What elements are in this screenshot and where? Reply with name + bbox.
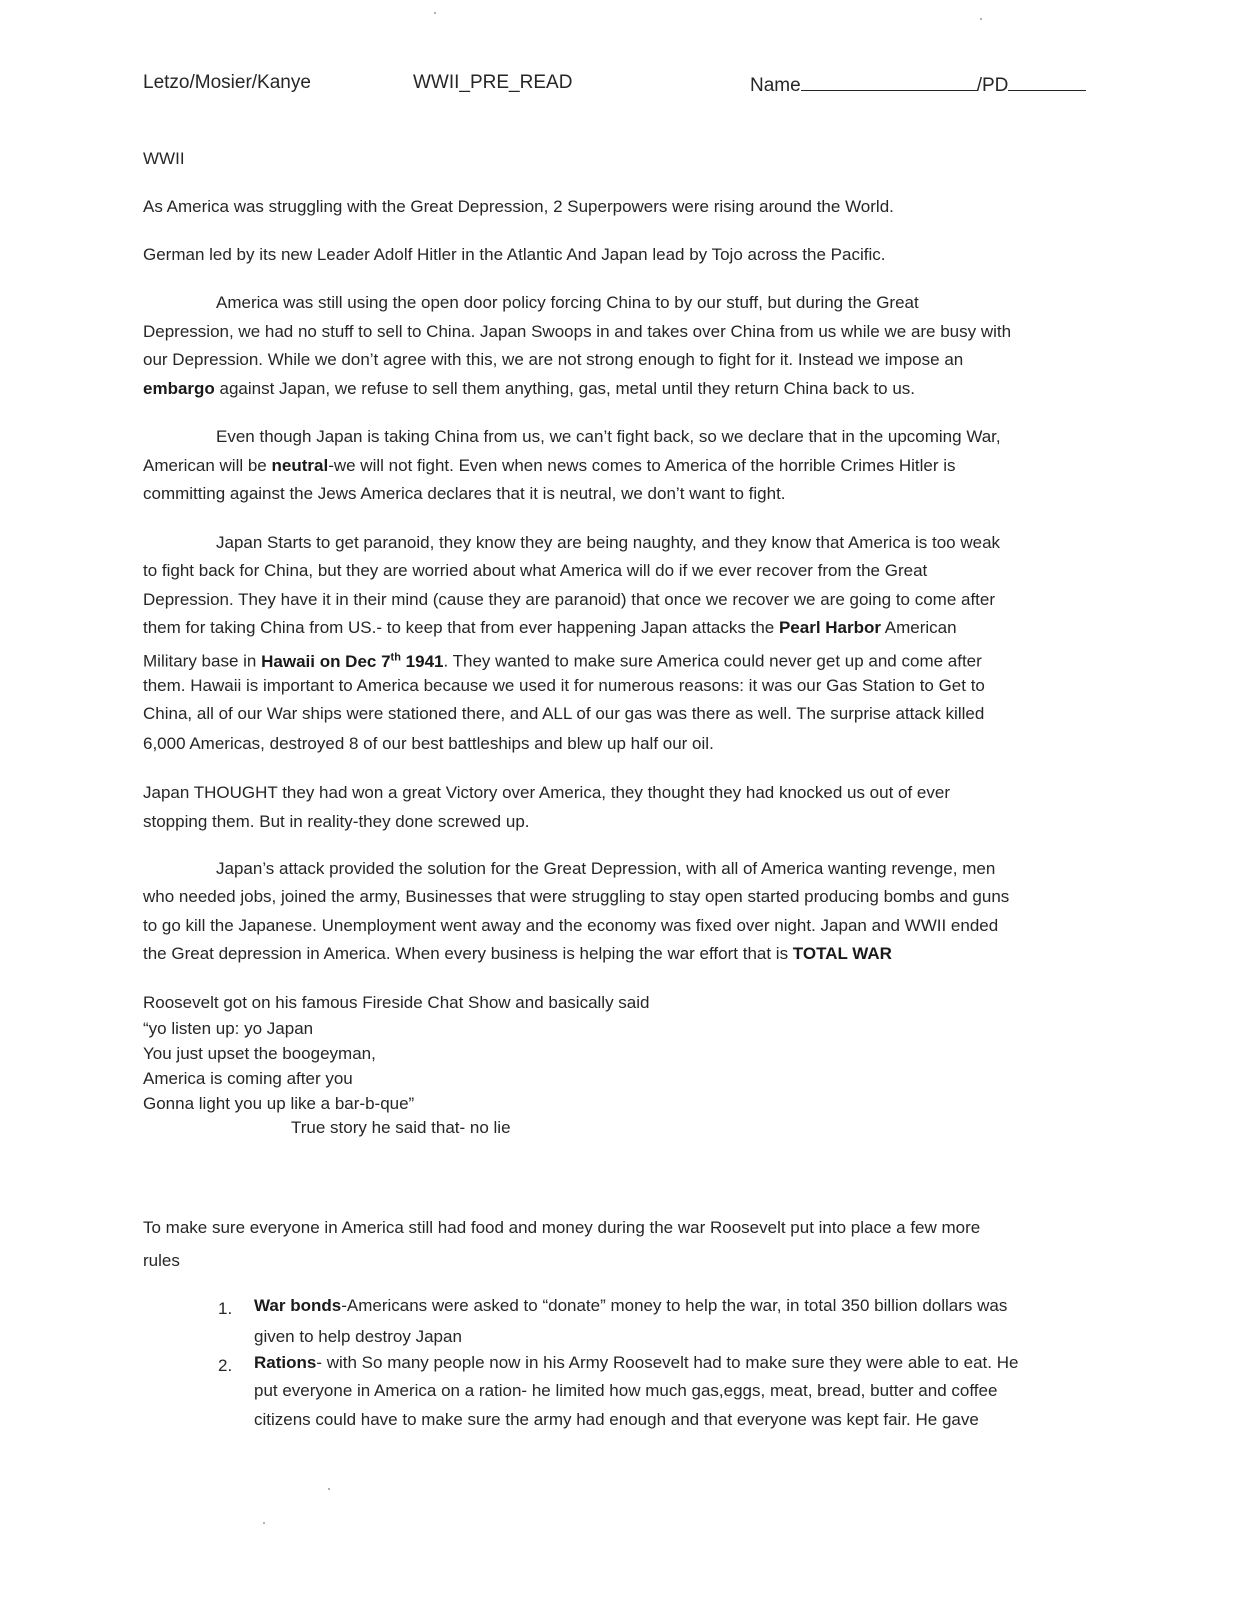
text-line bbox=[143, 618, 957, 638]
text-fragment: American bbox=[881, 618, 957, 637]
term-total-war: TOTAL WAR bbox=[792, 944, 892, 963]
text-line: given to help destroy Japan bbox=[254, 1327, 462, 1346]
scan-speck bbox=[980, 18, 982, 20]
text-line: You just upset the boogeyman, bbox=[143, 1044, 376, 1063]
teacher-names: Letzo/Mosier/Kanye bbox=[143, 72, 311, 93]
text-line: Japan Starts to get paranoid, they know they are being naughty, and they know that America is too weak bbox=[216, 533, 1001, 552]
text-line bbox=[143, 647, 982, 672]
text-fragment: them for taking China from US.- to keep that from ever happening Japan attacks the bbox=[143, 618, 779, 637]
text-line: Japan’s attack provided the solution for the Great Depression, with all of America wanting revenge, men bbox=[216, 859, 996, 878]
name-label: Name bbox=[750, 75, 801, 96]
scan-speck bbox=[328, 1488, 330, 1490]
text-line: Even though Japan is taking China from us, we can’t fight back, so we declare that in the upcoming War, bbox=[216, 427, 1001, 446]
term-year: 1941 bbox=[400, 651, 444, 671]
scan-speck bbox=[263, 1522, 265, 1524]
text-line bbox=[143, 379, 915, 399]
worksheet-header bbox=[143, 72, 1103, 102]
text-line: rules bbox=[143, 1251, 180, 1270]
text-fragment: -we will not fight. Even when news comes to America of the horrible Crimes Hitler is bbox=[328, 456, 956, 475]
text-line bbox=[143, 944, 892, 964]
text-line: To make sure everyone in America still had food and money during the war Roosevelt put into place a few more bbox=[143, 1218, 981, 1237]
intro-line: As America was struggling with the Great Depression, 2 Superpowers were rising around the World. bbox=[143, 197, 894, 216]
text-line: committing against the Jews America declares that it is neutral, we don’t want to fight. bbox=[143, 484, 786, 503]
text-line: to fight back for China, but they are worried about what America will do if we ever recover from the Great bbox=[143, 561, 928, 580]
text-line: Roosevelt got on his famous Fireside Chat Show and basically said bbox=[143, 993, 650, 1012]
text-line: “yo listen up: yo Japan bbox=[143, 1019, 314, 1038]
term-rations: Rations bbox=[254, 1353, 317, 1372]
text-line: Gonna light you up like a bar-b-que” bbox=[143, 1094, 415, 1113]
text-line bbox=[143, 456, 956, 476]
worksheet-title: WWII_PRE_READ bbox=[413, 72, 573, 93]
text-line: who needed jobs, joined the army, Businesses that were struggling to stay open started producing bombs and guns bbox=[143, 887, 1010, 906]
text-line: our Depression. While we don’t agree with this, we are not strong enough to fight for it. Instead we impose an bbox=[143, 350, 964, 369]
name-blank[interactable] bbox=[801, 72, 977, 91]
list-number: 1. bbox=[218, 1299, 233, 1318]
scan-speck bbox=[434, 12, 436, 14]
text-fragment: against Japan, we refuse to sell them anything, gas, metal until they return China back to us. bbox=[214, 379, 916, 398]
term-embargo: embargo bbox=[143, 379, 215, 398]
text-line: stopping them. But in reality-they done screwed up. bbox=[143, 812, 530, 831]
text-line bbox=[254, 1296, 1007, 1316]
text-line: Japan THOUGHT they had won a great Victory over America, they thought they had knocked us out of ever bbox=[143, 783, 951, 802]
term-war-bonds: War bonds bbox=[254, 1296, 342, 1315]
text-line: China, all of our War ships were stationed there, and ALL of our gas was there as well. The surprise attack killed bbox=[143, 704, 985, 723]
text-line: America was still using the open door policy forcing China to by our stuff, but during the Great bbox=[216, 293, 919, 312]
text-line: Depression, we had no stuff to sell to China. Japan Swoops in and takes over China from us while we are busy with bbox=[143, 322, 1012, 341]
term-hawaii-date-text: Hawaii on Dec 7 bbox=[261, 651, 391, 671]
ordinal-suffix: th bbox=[390, 651, 401, 663]
text-fragment: American will be bbox=[143, 456, 272, 475]
text-fragment: the Great depression in America. When every business is helping the war effort that is bbox=[143, 944, 793, 963]
text-fragment: Military base in bbox=[143, 651, 262, 671]
text-fragment: -Americans were asked to “donate” money to help the war, in total 350 billion dollars was bbox=[341, 1296, 1008, 1315]
text-line: 6,000 Americas, destroyed 8 of our best battleships and blew up half our oil. bbox=[143, 734, 714, 753]
text-line: Depression. They have it in their mind (cause they are paranoid) that once we recover we are going to come after bbox=[143, 590, 996, 609]
text-line: America is coming after you bbox=[143, 1069, 353, 1088]
term-pearl-harbor: Pearl Harbor bbox=[778, 618, 881, 637]
leaders-line: German led by its new Leader Adolf Hitler in the Atlantic And Japan lead by Tojo across the Pacific. bbox=[143, 245, 886, 264]
text-line: them. Hawaii is important to America because we used it for numerous reasons: it was our Gas Station to Get to bbox=[143, 676, 985, 695]
text-line bbox=[254, 1353, 1018, 1373]
term-neutral: neutral bbox=[271, 456, 329, 475]
period-label: /PD bbox=[976, 75, 1009, 96]
text-line: True story he said that- no lie bbox=[291, 1118, 511, 1137]
text-line: put everyone in America on a ration- he limited how much gas,eggs, meat, bread, butter and coffee bbox=[254, 1381, 998, 1400]
text-fragment: - with So many people now in his Army Roosevelt had to make sure they were able to eat. He bbox=[316, 1353, 1019, 1372]
period-blank[interactable] bbox=[1008, 72, 1086, 91]
text-line: citizens could have to make sure the army had enough and that everyone was kept fair. He gave bbox=[254, 1410, 979, 1429]
term-hawaii-date bbox=[261, 652, 443, 671]
doc-heading: WWII bbox=[143, 149, 185, 168]
text-line: to go kill the Japanese. Unemployment went away and the economy was fixed over night. Japan and WWII ended bbox=[143, 916, 999, 935]
list-number: 2. bbox=[218, 1356, 233, 1375]
text-fragment: . They wanted to make sure America could never get up and come after bbox=[443, 651, 982, 671]
name-period-fields bbox=[750, 72, 1086, 97]
